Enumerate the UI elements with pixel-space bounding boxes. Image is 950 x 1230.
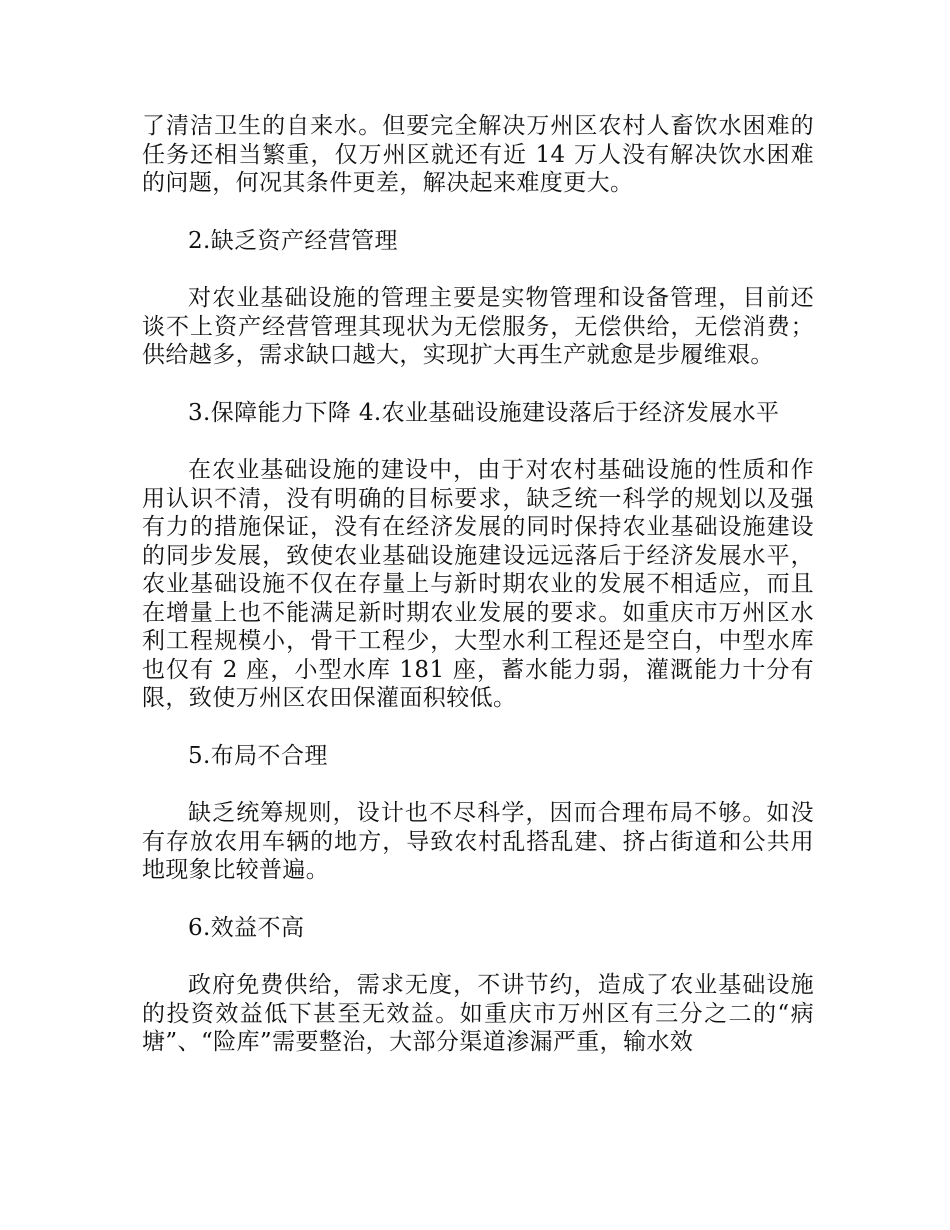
paragraph-gap [142,885,814,914]
paragraph-gap [142,370,814,399]
paragraph-gap [142,713,814,742]
section-heading: 5.布局不合理 [188,742,328,769]
body-paragraph: 缺乏统筹规则，设计也不尽科学，因而合理布局不够。如没有存放农用车辆的地方，导致农村乱搭乱建、挤占街道和公共用地现象比较普遍。 [142,800,814,883]
section-heading: 3.保障能力下降 4.农业基础设施建设落后于经济发展水平 [188,399,780,426]
paragraph-gap [142,770,814,799]
body-paragraph: 了清洁卫生的自来水。但要完全解决万州区农村人畜饮水困难的任务还相当繁重，仅万州区就还有近 14 万人没有解决饮水困难的问题，何况其条件更差，解决起来难度更大。 [142,113,814,196]
paragraph-gap [142,427,814,456]
body-paragraph: 在农业基础设施的建设中，由于对农村基础设施的性质和作用认识不清，没有明确的目标要求，缺乏统一科学的规划以及强有力的措施保证，没有在经济发展的同时保持农业基础设施建设的同步发展，致使农业基础设施建设远远落后于经济发展水平，农业基础设施不仅在存量上与新时期农业的发展不相适应，而且在增量上也不能满足新时期农业发展的要求。如重庆市万州区水利工程规模小，骨干工程少，大型水利工程还是空白，中型水库也仅有 2 座，小型水库 181 座，蓄水能力弱，灌溉能力十分有限，致使万州区农田保灌面积较低。 [142,457,814,711]
section-heading: 6.效益不高 [188,914,305,941]
body-paragraph: 政府免费供给，需求无度，不讲节约，造成了农业基础设施的投资效益低下甚至无效益。如重庆市万州区有三分之二的“病塘”、“险库”需要整治，大部分渠道渗漏严重，输水效 [142,972,814,1055]
body-paragraph: 对农业基础设施的管理主要是实物管理和设备管理，目前还谈不上资产经营管理其现状为无偿服务，无偿供给，无偿消费；供给越多，需求缺口越大，实现扩大再生产就愈是步履维艰。 [142,285,814,368]
paragraph-gap [142,942,814,971]
document-page [142,112,814,1057]
section-heading: 2.缺乏资产经营管理 [188,227,398,254]
paragraph-gap [142,198,814,227]
paragraph-gap [142,255,814,284]
